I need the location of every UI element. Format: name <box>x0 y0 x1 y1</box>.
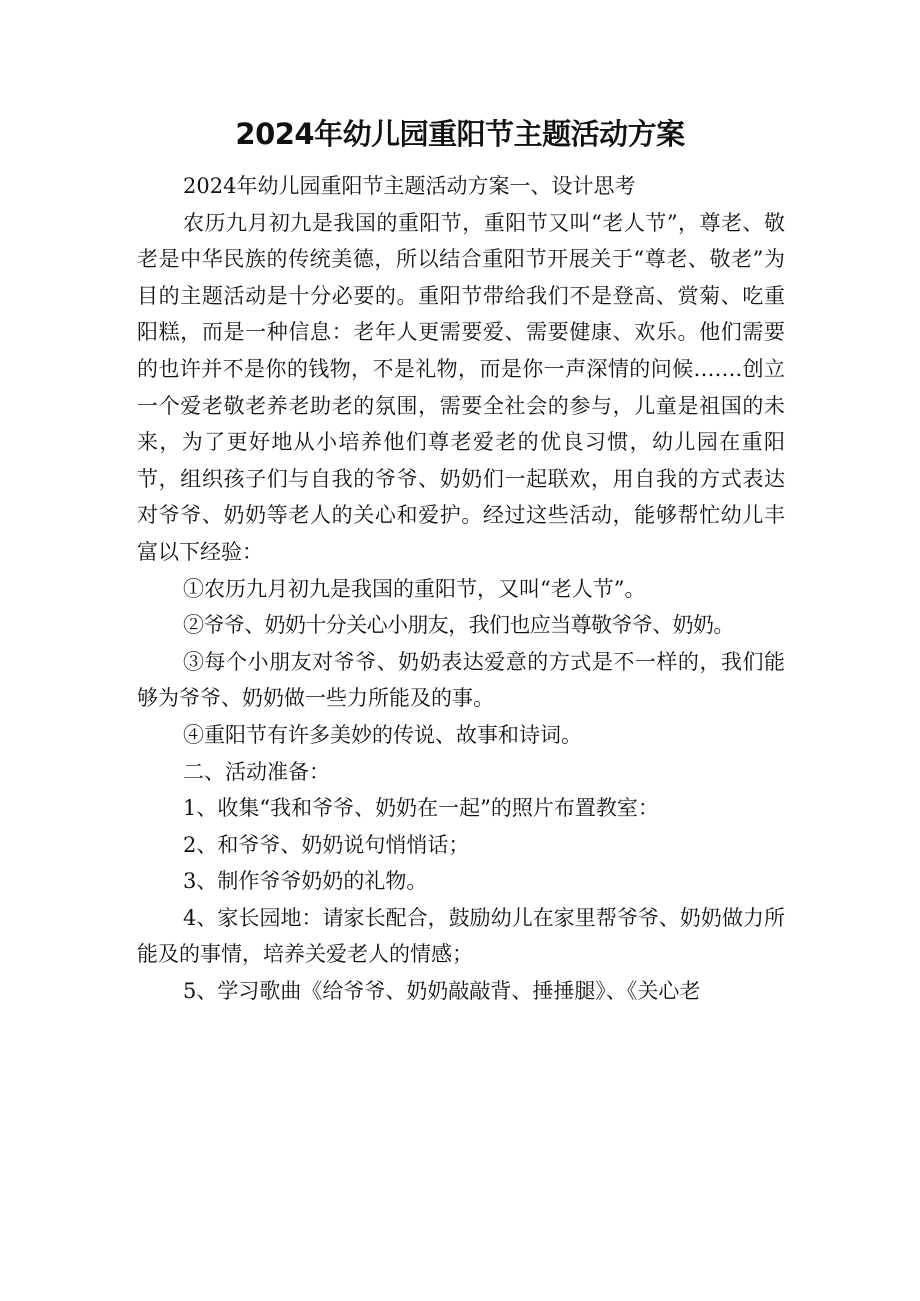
paragraph-prep-4: 4、家长园地：请家长配合，鼓励幼儿在家里帮爷爷、奶奶做力所能及的事情，培养关爱老人的情感； <box>137 905 785 967</box>
paragraph-prep-5: 5、学习歌曲《给爷爷、奶奶敲敲背、捶捶腿》、《关心老 <box>183 979 701 1004</box>
document-body <box>137 168 785 1010</box>
paragraph-heading-design: 2024年幼儿园重阳节主题活动方案一、设计思考 <box>183 174 636 198</box>
paragraph-point-2: ②爷爷、奶奶十分关心小朋友，我们也应当尊敬爷爷、奶奶。 <box>183 613 734 638</box>
paragraph-prep-1: 1、收集“我和爷爷、奶奶在一起”的照片布置教室： <box>183 796 659 821</box>
paragraph-point-4: ④重阳节有许多美妙的传说、故事和诗词。 <box>183 722 582 747</box>
paragraph-point-1: ①农历九月初九是我国的重阳节，又叫“老人节”。 <box>183 576 646 601</box>
document-title: 2024年幼儿园重阳节主题活动方案 <box>235 117 685 151</box>
paragraph-prep-2: 2、和爷爷、奶奶说句悄悄话； <box>183 832 470 857</box>
paragraph-heading-prep: 二、活动准备： <box>183 759 330 784</box>
paragraph-prep-3: 3、制作爷爷奶奶的礼物。 <box>183 869 428 894</box>
paragraph-intro: 农历九月初九是我国的重阳节，重阳节又叫“老人节”，尊老、敬老是中华民族的传统美德，所以结合重阳节开展关于“尊老、敬老”为目的主题活动是十分必要的。重阳节带给我们不是登高、赏菊、吃重阳糕，而是一种信息：老年人更需要爱、需要健康、欢乐。他们需要的也许并不是你的钱物，不是礼物，而是你一声深情的问候…….创立一个爱老敬老养老助老的氛围，需要全社会的参与，儿童是祖国的未来，为了更好地从小培养他们尊老爱老的优良习惯，幼儿园在重阳节，组织孩子们与自我的爷爷、奶奶们一起联欢，用自我的方式表达对爷爷、奶奶等老人的关心和爱护。经过这些活动，能够帮忙幼儿丰富以下经验： <box>137 210 785 564</box>
paragraph-point-3: ③每个小朋友对爷爷、奶奶表达爱意的方式是不一样的，我们能够为爷爷、奶奶做一些力所能及的事。 <box>137 649 785 711</box>
